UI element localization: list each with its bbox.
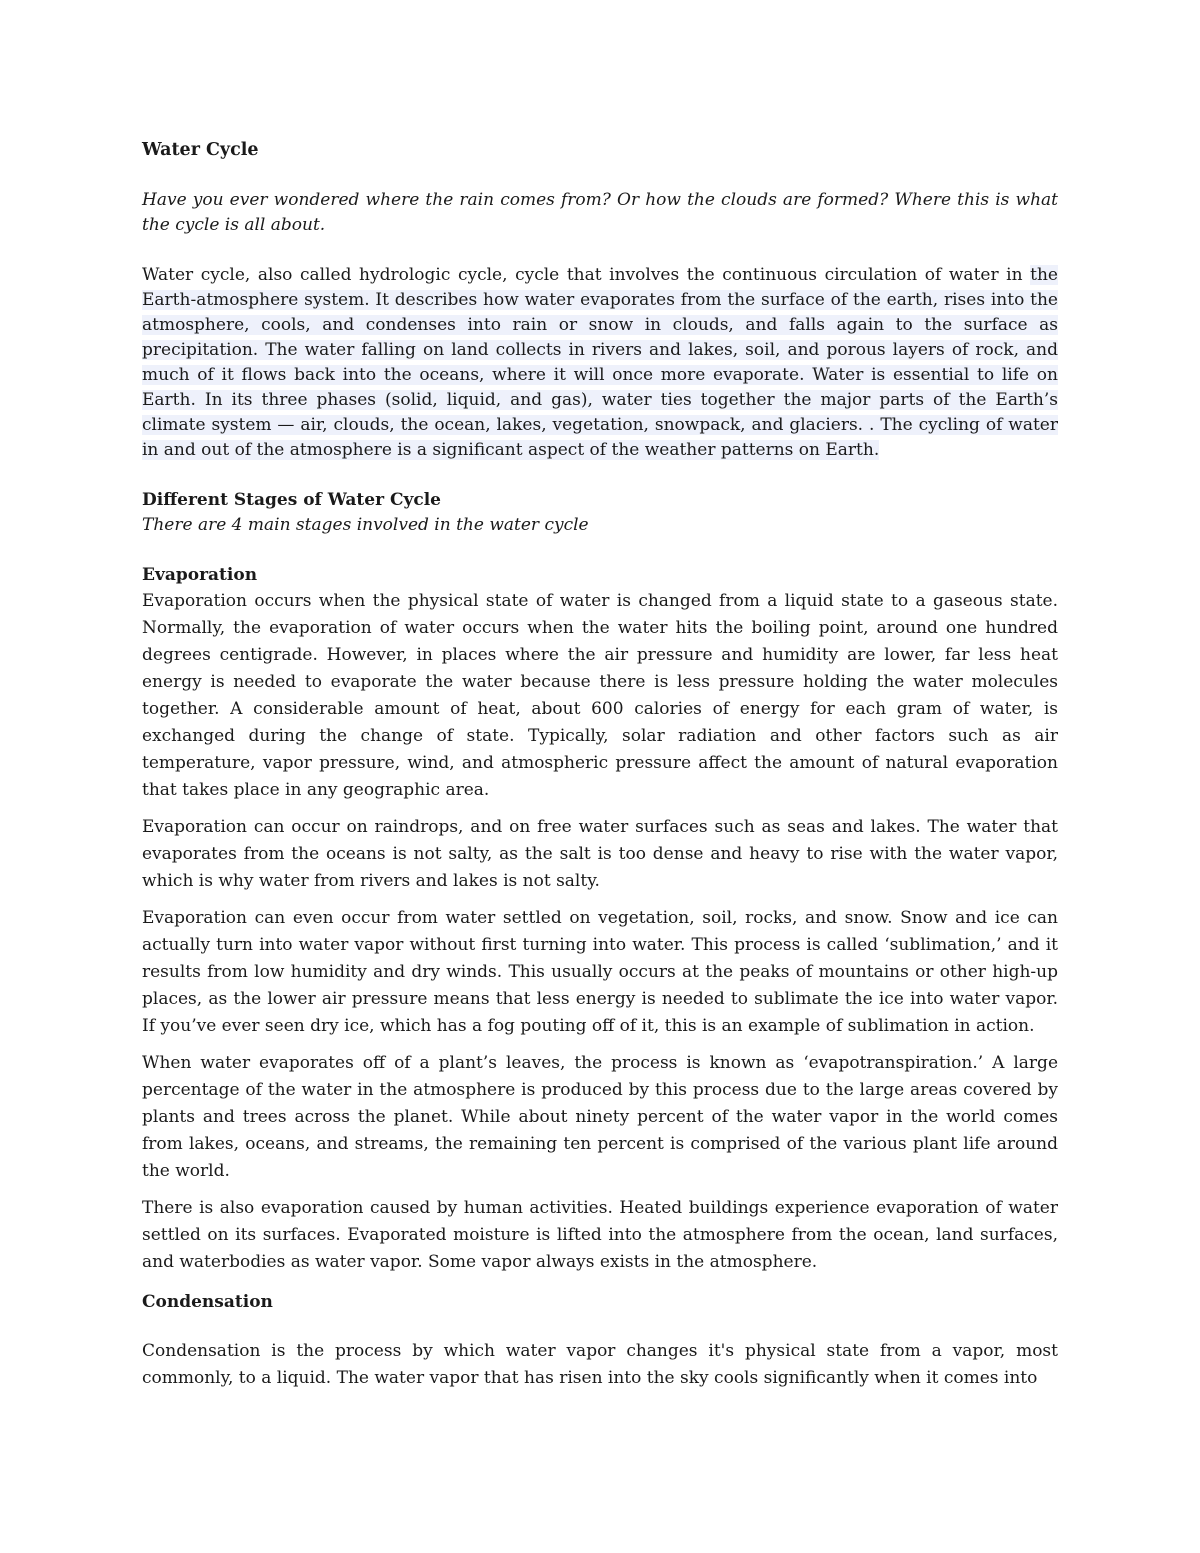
evaporation-paragraph: Evaporation can occur on raindrops, and on free water surfaces such as seas and lakes. The water that evaporates from the oceans is not salty, as the salt is too dense and heavy to rise with the water vapor, which is why water from rivers and lakes is not salty. bbox=[142, 817, 1058, 891]
intro-paragraph-highlighted: the Earth-atmosphere system. It describes how water evaporates from the surface of the earth, rises into the atmosphere, cools, and condenses into rain or snow in clouds, and falls again to the surface as precipitation. The water falling on land collects in rivers and lakes, soil, and porous layers of rock, and much of it flows back into the oceans, where it will once more evaporate. Water is essential to life on Earth. In its three phases (solid, liquid, and gas), water ties together the major parts of the Earth’s climate system — air, clouds, the ocean, lakes, vegetation, snowpack, and glaciers. . The cycling of water in and out of the atmosphere is a significant aspect of the weather patterns on Earth. bbox=[142, 265, 1058, 460]
intro-question: Have you ever wondered where the rain comes from? Or how the clouds are formed? Where this is what the cycle is all about. bbox=[142, 190, 1058, 235]
stages-subheading: There are 4 main stages involved in the water cycle bbox=[142, 515, 589, 535]
intro-paragraph-lead: Water cycle, also called hydrologic cycle, cycle that involves the continuous circulation of water in bbox=[142, 265, 1031, 285]
evaporation-paragraph: When water evaporates off of a plant’s leaves, the process is known as ‘evapotranspiration.’ A large percentage of the water in the atmosphere is produced by this process due to the large areas covered by plants and trees across the planet. While about ninety percent of the water vapor in the world comes from lakes, oceans, and streams, the remaining ten percent is comprised of the various plant life around the world. bbox=[142, 1053, 1058, 1181]
evaporation-paragraph: Evaporation occurs when the physical state of water is changed from a liquid state to a gaseous state. Normally, the evaporation of water occurs when the water hits the boiling point, around one hundred degrees centigrade. However, in places where the air pressure and humidity are lower, far less heat energy is needed to evaporate the water because there is less pressure holding the water molecules together. A considerable amount of heat, about 600 calories of energy for each gram of water, is exchanged during the change of state. Typically, solar radiation and other factors such as air temperature, vapor pressure, wind, and atmospheric pressure affect the amount of natural evaporation that takes place in any geographic area. bbox=[142, 591, 1058, 800]
stages-heading: Different Stages of Water Cycle bbox=[142, 490, 441, 510]
intro-paragraph bbox=[142, 263, 1058, 463]
evaporation-heading: Evaporation bbox=[142, 565, 258, 585]
evaporation-paragraph: There is also evaporation caused by human activities. Heated buildings experience evaporation of water settled on its surfaces. Evaporated moisture is lifted into the atmosphere from the ocean, land surfaces, and waterbodies as water vapor. Some vapor always exists in the atmosphere. bbox=[142, 1198, 1058, 1272]
evaporation-paragraph: Evaporation can even occur from water settled on vegetation, soil, rocks, and snow. Snow and ice can actually turn into water vapor without first turning into water. This process is called ‘sublimation,’ and it results from low humidity and dry winds. This usually occurs at the peaks of mountains or other high-up places, as the lower air pressure means that less energy is needed to sublimate the ice into water vapor. If you’ve ever seen dry ice, which has a fog pouting off of it, this is an example of sublimation in action. bbox=[142, 908, 1058, 1036]
document-page bbox=[142, 138, 1058, 1402]
condensation-heading: Condensation bbox=[142, 1292, 273, 1312]
condensation-paragraph: Condensation is the process by which water vapor changes it's physical state from a vapor, most commonly, to a liquid. The water vapor that has risen into the sky cools significantly when it comes into bbox=[142, 1341, 1058, 1388]
document-title: Water Cycle bbox=[142, 140, 259, 160]
